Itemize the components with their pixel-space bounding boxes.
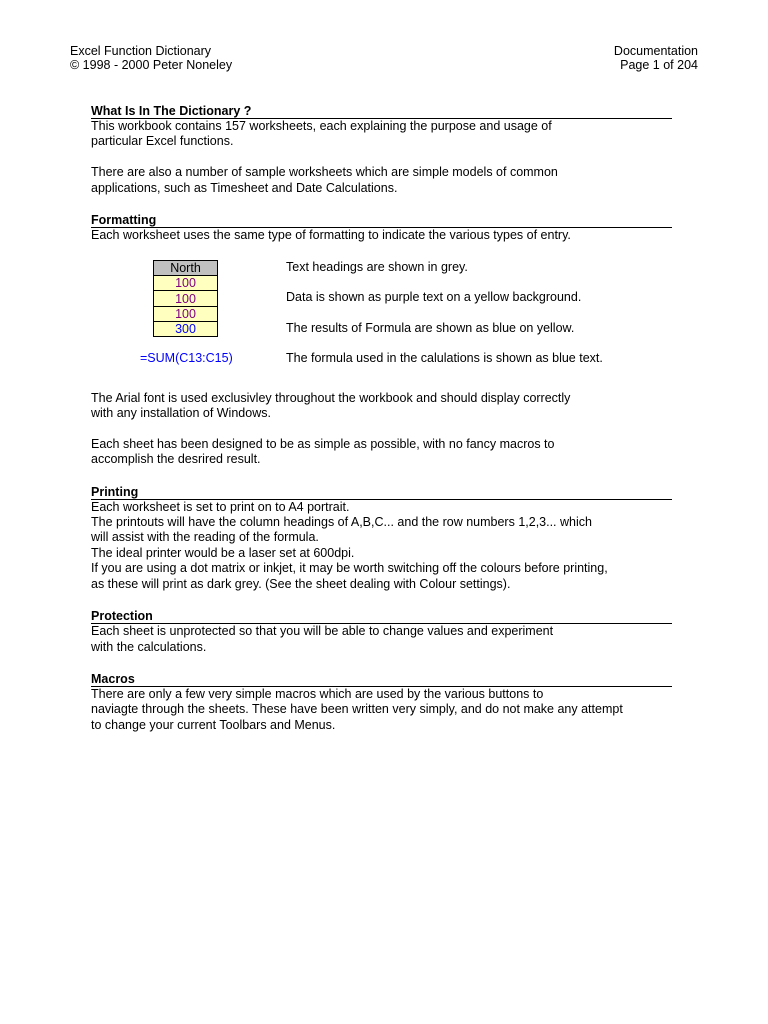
- dictionary-paragraph-2: [91, 165, 672, 196]
- section-heading-protection: Protection: [91, 609, 672, 624]
- sample-data-cell: 100: [154, 306, 218, 321]
- text-line: with the calculations.: [91, 639, 207, 654]
- simplicity-paragraph: [91, 437, 672, 468]
- sample-data-cell: 100: [154, 275, 218, 290]
- printing-paragraph: [91, 500, 672, 592]
- text-line: naviagte through the sheets. These have been written very simply, and do not make any attempt: [91, 702, 623, 717]
- sample-table: [153, 260, 218, 338]
- text-line: Each sheet is unprotected so that you will be able to change values and experiment: [91, 624, 554, 639]
- section-heading-printing: Printing: [91, 485, 672, 500]
- note-headings: Text headings are shown in grey.: [286, 259, 468, 274]
- formatting-intro: Each worksheet uses the same type of formatting to indicate the various types of entry.: [91, 228, 571, 243]
- text-line: applications, such as Timesheet and Date Calculations.: [91, 180, 398, 195]
- text-line: Each sheet has been designed to be as simple as possible, with no fancy macros to: [91, 436, 555, 451]
- section-heading-macros: Macros: [91, 672, 672, 687]
- sample-header-cell: North: [154, 260, 218, 275]
- formatting-example: [91, 260, 672, 388]
- section-heading-dictionary: What Is In The Dictionary ?: [91, 104, 672, 119]
- text-line: This workbook contains 157 worksheets, each explaining the purpose and usage of: [91, 119, 552, 133]
- note-formula: The formula used in the calulations is shown as blue text.: [286, 350, 603, 365]
- text-line: The Arial font is used exclusivley throughout the workbook and should display correctly: [91, 390, 571, 405]
- page-header-left: [70, 44, 232, 72]
- sample-formula: =SUM(C13:C15): [140, 350, 233, 365]
- text-line: There are only a few very simple macros which are used by the various buttons to: [91, 686, 544, 701]
- text-line: with any installation of Windows.: [91, 405, 271, 420]
- protection-paragraph: [91, 624, 672, 655]
- text-line: accomplish the desrired result.: [91, 452, 261, 467]
- text-line: particular Excel functions.: [91, 134, 234, 149]
- text-line: If you are using a dot matrix or inkjet, it may be worth switching off the colours before printing,: [91, 561, 608, 576]
- sample-result-cell: 300: [154, 322, 218, 337]
- document-title: Excel Function Dictionary: [70, 44, 212, 58]
- copyright-line: © 1998 - 2000 Peter Noneley: [70, 58, 233, 72]
- text-line: to change your current Toolbars and Menus.: [91, 717, 336, 732]
- sample-data-cell: 100: [154, 291, 218, 306]
- note-results: The results of Formula are shown as blue on yellow.: [286, 320, 575, 335]
- text-line: will assist with the reading of the formula.: [91, 530, 319, 545]
- text-line: There are also a number of sample worksheets which are simple models of common: [91, 165, 558, 180]
- section-heading-formatting: Formatting: [91, 213, 672, 228]
- doc-label: Documentation: [613, 44, 698, 58]
- note-data: Data is shown as purple text on a yellow background.: [286, 289, 582, 304]
- document-body: [91, 104, 672, 733]
- page-number: Page 1 of 204: [620, 58, 698, 72]
- text-line: as these will print as dark grey. (See the sheet dealing with Colour settings).: [91, 576, 511, 591]
- macros-paragraph: [91, 687, 672, 733]
- text-line: The printouts will have the column headings of A,B,C... and the row numbers 1,2,3... which: [91, 515, 592, 530]
- text-line: Each worksheet is set to print on to A4 portrait.: [91, 499, 350, 514]
- dictionary-paragraph-1: [91, 119, 672, 150]
- font-paragraph: [91, 391, 672, 422]
- text-line: The ideal printer would be a laser set at 600dpi.: [91, 545, 355, 560]
- page-header-right: [614, 44, 698, 72]
